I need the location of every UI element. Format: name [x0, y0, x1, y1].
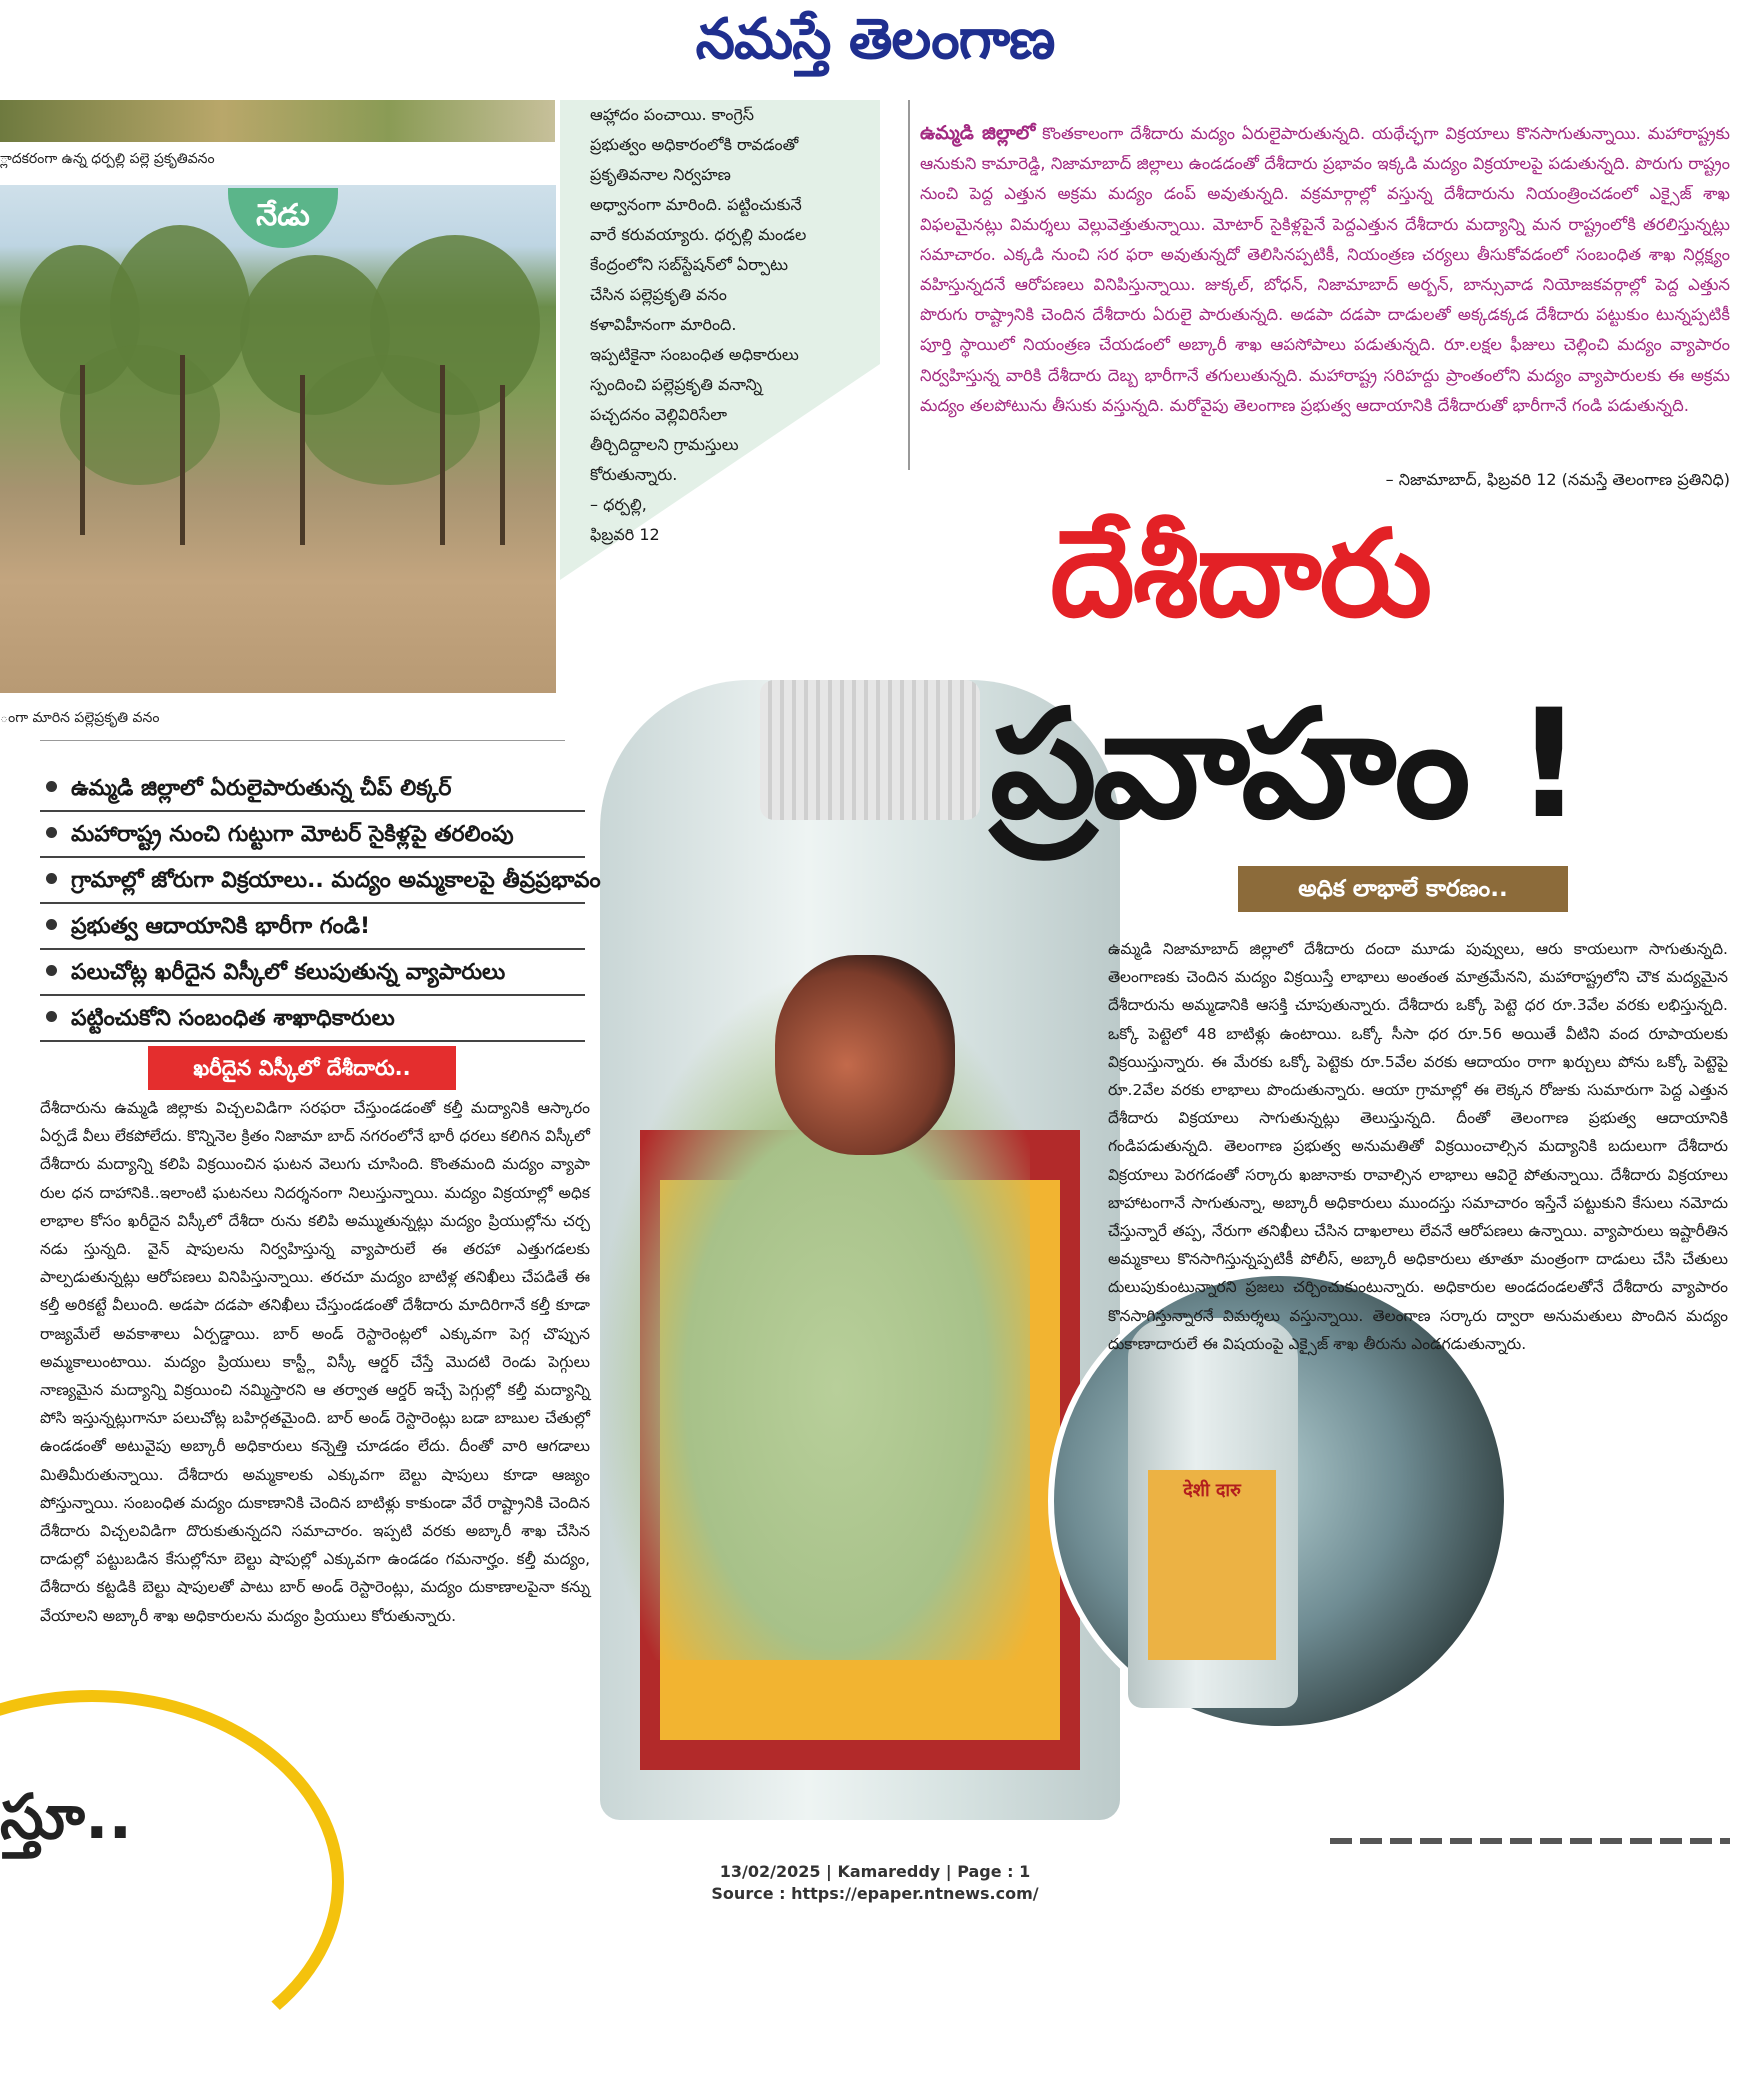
green-line: కళావిహీనంగా మారింది.	[590, 315, 737, 334]
article-body-right: ఉమ్మడి నిజామాబాద్ జిల్లాలో దేశీదారు దందా మూడు పువ్వులు, ఆరు కాయలుగా సాగుతున్నది. తెలంగాణకు చెందిన మద్యం విక్రయిస్తే లాభాలు అంతంత మాత్రమేనని, మహారాష్ట్రలోని చౌక మద్యమైన దేశీదారును అమ్మడానికి ఆసక్తి చూపుతున్నారు. దేశీదారు ఒక్కో పెట్టె ధర రూ.3వేల వరకు లభిస్తున్నది. ఒక్కో పెట్టెలో 48 బాటిళ్లు ఉంటాయి. ఒక్కో సీసా ధర రూ.56 అయితే వీటిని వంద రూపాయలకు విక్రయిస్తున్నారు. ఈ మేరకు ఒక్కో పెట్టెకు రూ.5వేల వరకు ఆదాయం రాగా ఖర్చులు పోను ఒక్కో పెట్టెపై రూ.2వేల వరకు లాభాలు పొందుతున్నారు. ఆయా గ్రామాల్లో ఈ లెక్కన రోజుకు సుమారుగా పెద్ద ఎత్తున దేశీదారు విక్రయాలు సాగుతున్నట్లు తెలుస్తున్నది. దీంతో తెలంగాణ ప్రభుత్వ ఆదాయానికి గండిపడుతున్నది. తెలంగాణ ప్రభుత్వ అనుమతితో విక్రయించాల్సిన మద్యానికి బదులుగా దేశీదారు విక్రయాలు పెరగడంతో సర్కారు ఖజానాకు రావాల్సిన లాభాలు ఆవిరై పోతున్నాయి. దేశీదారు విక్రయాలు బాహాటంగానే సాగుతున్నా, అబ్కారీ అధికారులు ముందస్తు సమాచారం ఇస్తేనే పట్టుకుని కేసులు నమోదు చేస్తున్నారే తప్ప, నేరుగా తనిఖీలు చేసిన దాఖలాలు లేవనే ఆరోపణలు ఉన్నాయి. వ్యాపారులు ఇష్టారీతిన అమ్మకాలు కొనసాగిస్తున్నప్పటికీ పోలీస్, అబ్కారీ అధికారులు తూతూ మంత్రంగా దాడులు చేసి చేతులు దులుపుకుంటున్నారని ప్రజలు చర్చించుకుంటున్నారు. అధికారుల అండదండలతోనే దేశీదారు వ్యాపారం కొనసాగిస్తున్నారనే విమర్శలు వస్తున్నాయి. తెలంగాణ సర్కారు ద్వారా అనుమతులు పొందిన మద్యం దుకాణాదారులే ఈ విషయంపై ఎక్సైజ్ శాఖ తీరును ఎండగడుతున్నారు.	[1108, 940, 1728, 1353]
inset-label-text: देशी दारु	[1183, 1480, 1241, 1501]
highlight-text: ఉమ్మడి జిల్లాలో ఏరులైపారుతున్న చీప్ లిక్కర్	[71, 776, 452, 801]
article-body-left: దేశీదారును ఉమ్మడి జిల్లాకు విచ్చలవిడిగా సరఫరా చేస్తుండడంతో కల్తీ మద్యానికి ఆస్కారం ఏర్పడే వీలు లేకపోలేదు. కొన్నినెల క్రితం నిజామా బాద్ నగరంలోనే భారీ ధరలు కలిగిన విస్కీలో దేశీదారు మద్యాన్ని కలిపి విక్రయించిన ఘటన వెలుగు చూసింది. కొంతమంది మద్యం వ్యాపా రుల ధన దాహానికి..ఇలాంటి ఘటనలు నిదర్శనంగా నిలుస్తున్నాయి. మద్యం విక్రయాల్లో అధిక లాభాల కోసం ఖరీదైన విస్కీలో దేశీదా రును కలిపి అమ్ముతున్నట్లు మద్యం ప్రియుల్లోను చర్చ నడు స్తున్నది. వైన్ షాపులను నిర్వహిస్తున్న వ్యాపారులే ఈ తరహా ఎత్తుగడలకు పాల్పడుతున్నట్లు ఆరోపణలు వినిపిస్తున్నాయి. తరచూ మద్యం బాటిళ్ల తనిఖీలు చేపడితే ఈ కల్తీ అరికట్టే వీలుంది. అడపా దడపా తనిఖీలు చేస్తుండడంతో దేశీదారు మాదిరిగానే కల్తీ కూడా రాజ్యమేలే అవకాశాలు ఏర్పడ్డాయి. బార్ అండ్ రెస్టారెంట్లలో ఎక్కువగా పెగ్గ చొప్పున అమ్మకాలుంటాయి. మద్యం ప్రియులు కాస్ట్లీ విస్కీ ఆర్డర్ చేస్తే మొదటి రెండు పెగ్గులు నాణ్యమైన మద్యాన్ని విక్రయించి నమ్మిస్తారని ఆ తర్వాత ఆర్డర్ ఇచ్చే పెగ్గుల్లో కల్తీ మద్యాన్ని పోసి ఇస్తున్నట్లుగానూ పలుచోట్ల బహిర్గతమైంది. బార్ అండ్ రెస్టారెంట్లు బడా బాబుల చేతుల్లో ఉండడంతో అటువైపు అబ్కారీ అధికారులు కన్నెత్తి చూడడం లేదు. దీంతో వారి ఆగడాలు మితిమీరుతున్నాయి. దేశీదారు అమ్మకాలకు ఎక్కువగా బెల్టు షాపులు కూడా ఆజ్యం పోస్తున్నాయి. సంబంధిత మద్యం దుకాణానికి చెందిన బాటిళ్లు కాకుండా వేరే రాష్ట్రానికి చెందిన దేశీదారు విచ్చలవిడిగా దొరుకుతున్నదని సమాచారం. ఇప్పటి వరకు అబ్కారీ శాఖ చేసిన దాడుల్లో పట్టుబడిన కేసుల్లోనూ బెల్టు షాపుల్లో ఎక్కువగా ఉండడం గమనార్హం. కల్తీ మద్యం, దేశీదారు కట్టడికి బెల్టు షాపులతో పాటు బార్ అండ్ రెస్టారెంట్లు, మద్యం దుకాణాలపైనా కన్ను వేయాలని అబ్కారీ శాఖ అధికారులను మద్యం ప్రియులు కోరుతున్నారు.	[40, 1099, 590, 1625]
green-line: తీర్చిదిద్దాలని గ్రామస్తులు	[590, 435, 739, 454]
green-line: ఆహ్లాదం పంచాయి. కాంగ్రెస్	[590, 105, 755, 124]
bullet-icon	[46, 873, 57, 884]
highlight-text: గ్రామాల్లో జోరుగా విక్రయాలు.. మద్యం అమ్మకాలపై తీవ్రప్రభావం	[71, 868, 601, 893]
highlight-item	[40, 860, 601, 904]
green-line: పచ్చదనం వెల్లివిరిసేలా	[590, 405, 728, 424]
green-line: వారే కరువయ్యారు. ధర్పల్లి మండల	[590, 225, 807, 244]
highlights-list	[40, 768, 601, 1044]
photo-caption-bottom: ంగా మారిన పల్లెప్రకృతి వనం	[0, 710, 160, 726]
highlight-item	[40, 906, 585, 950]
today-badge: నేడు	[228, 188, 338, 248]
headline-line-2: ప్రవాహం !	[990, 678, 1580, 852]
green-line: కేంద్రంలోని సబ్‌స్టేషన్‌లో ఏర్పాటు	[590, 255, 788, 274]
photo-caption-top: ్లాదకరంగా ఉన్న ధర్పల్లి పల్లె ప్రకృతివనం	[0, 151, 215, 167]
intro-lead: ఉమ్మడి జిల్లాలో	[920, 122, 1036, 144]
bullet-icon	[46, 781, 57, 792]
highlight-text: పలుచోట్ల ఖరీదైన విస్కీలో కలుపుతున్న వ్యాపారులు	[71, 960, 506, 985]
park-photo-now	[0, 185, 556, 693]
subheadline: అధిక లాభాలే కారణం..	[1238, 866, 1568, 912]
bullet-icon	[46, 965, 57, 976]
bullet-icon	[46, 1011, 57, 1022]
highlight-text: ప్రభుత్వ ఆదాయానికి భారీగా గండి!	[71, 914, 371, 939]
green-line: కోరుతున్నారు.	[590, 465, 678, 484]
intro-text: కొంతకాలంగా దేశీదారు మద్యం ఏరులైపారుతున్నది. యథేచ్ఛగా విక్రయాలు కొనసాగుతున్నాయి. మహారాష్ట్రకు ఆనుకుని కామారెడ్డి, నిజామాబాద్ జిల్లాలు ఉండడంతో దేశీదారు ప్రభావం ఇక్కడి మద్యం విక్రయాలపై పడుతున్నది. పొరుగు రాష్ట్రం నుంచి పెద్ద ఎత్తున అక్రమ మద్యం డంప్ అవుతున్నది. వక్రమార్గాల్లో వస్తున్న దేశీదారును నియంత్రించడంలో ఎక్సైజ్ శాఖ విఫలమైనట్లు విమర్శలు వెల్లువెత్తుతున్నాయి. మోటార్ సైకిళ్లపైనే పెద్దఎత్తున దేశీదారు మద్యాన్ని మన రాష్ట్రంలోకి తరలిస్తున్నట్లు సమాచారం. ఎక్కడి నుంచి సర ఫరా అవుతున్నదో తెలిసినప్పటికీ, నియంత్రణ చర్యలు తీసుకోవడంలో సంబంధిత శాఖ నిర్లక్ష్యం వహిస్తున్నదనే ఆరోపణలు వినిపిస్తున్నాయి. జుక్కల్, బోధన్, నిజామాబాద్ అర్బన్, బాన్సువాడ నియోజకవర్గాల్లో పెద్ద ఎత్తున పొరుగు రాష్ట్రానికి చెందిన దేశీదారు ఏరులై పారుతున్నది. అడపా దడపా దాడులతో అక్కడక్కడ దేశీదారు పట్టుకుం టున్నప్పటికీ పూర్తి స్థాయిలో నియంత్రణ చేయడంలో అబ్కారీ శాఖ ఆపసోపాలు పడుతున్నది. రూ.లక్షల ఫీజులు చెల్లించి మద్యం వ్యాపారం నిర్వహిస్తున్న వారికి దేశీదారు దెబ్బ భారీగానే తగులుతున్నది. మహారాష్ట్ర సరిహద్దు ప్రాంతంలోని మద్యం వ్యాపారులకు ఈ అక్రమ మద్యం తలపోటును తీసుకు వస్తున్నది. మరోవైపు తెలంగాణ ప్రభుత్వ ఆదాయానికి దేశీదారుతో భారీగానే గండి పడుతున్నది.	[920, 124, 1730, 415]
green-line: ఇప్పటికైనా సంబంధిత అధికారులు	[590, 345, 799, 364]
green-column-text	[590, 100, 880, 550]
green-line: ఫిబ్రవరి 12	[590, 525, 660, 544]
green-line: స్పందించి పల్లెప్రకృతి వనాన్ని	[590, 375, 763, 394]
masthead-title: నమస్తే తెలంగాణ	[695, 7, 1055, 72]
green-line: చేసిన పల్లెప్రకృతి వనం	[590, 285, 727, 304]
bullet-icon	[46, 827, 57, 838]
highlight-item	[40, 814, 585, 858]
green-line: – ధర్పల్లి,	[590, 495, 647, 514]
green-line: ప్రకృతివనాల నిర్వహణ	[590, 165, 731, 184]
footer-date-page: 13/02/2025 | Kamareddy | Page : 1	[719, 1862, 1031, 1881]
green-line: అధ్వానంగా మారింది. పట్టించుకునే	[590, 195, 802, 214]
next-story-strip	[1330, 1838, 1730, 1844]
bottle-cap	[760, 680, 980, 820]
column-divider	[908, 100, 910, 470]
section-separator	[40, 740, 565, 741]
headline-line-1: దేశీదారు	[1050, 505, 1431, 644]
yellow-arc-decoration	[0, 1690, 344, 2074]
man-head	[775, 955, 955, 1155]
highlight-item	[40, 952, 585, 996]
section-title-whisky: ఖరీదైన విస్కీలో దేశీదారు..	[148, 1046, 456, 1090]
highlight-text: మహారాష్ట్ర నుంచి గుట్టుగా మోటర్ సైకిళ్లపై తరలింపు	[71, 822, 514, 847]
teaser-text: స్తూ..	[0, 1780, 133, 1853]
highlight-item	[40, 768, 585, 812]
intro-dateline: – నిజామాబాద్, ఫిబ్రవరి 12 (నమస్తే తెలంగాణ ప్రతినిధి)	[1385, 470, 1730, 489]
highlight-text: పట్టించుకోని సంబంధిత శాఖాధికారులు	[71, 1006, 395, 1031]
green-line: ప్రభుత్వం అధికారంలోకి రావడంతో	[590, 135, 799, 154]
park-photo-before	[0, 100, 555, 142]
bullet-icon	[46, 919, 57, 930]
intro-paragraph	[920, 118, 1730, 421]
highlight-item	[40, 998, 585, 1042]
footer-source-link[interactable]: Source : https://epaper.ntnews.com/	[711, 1884, 1039, 1903]
